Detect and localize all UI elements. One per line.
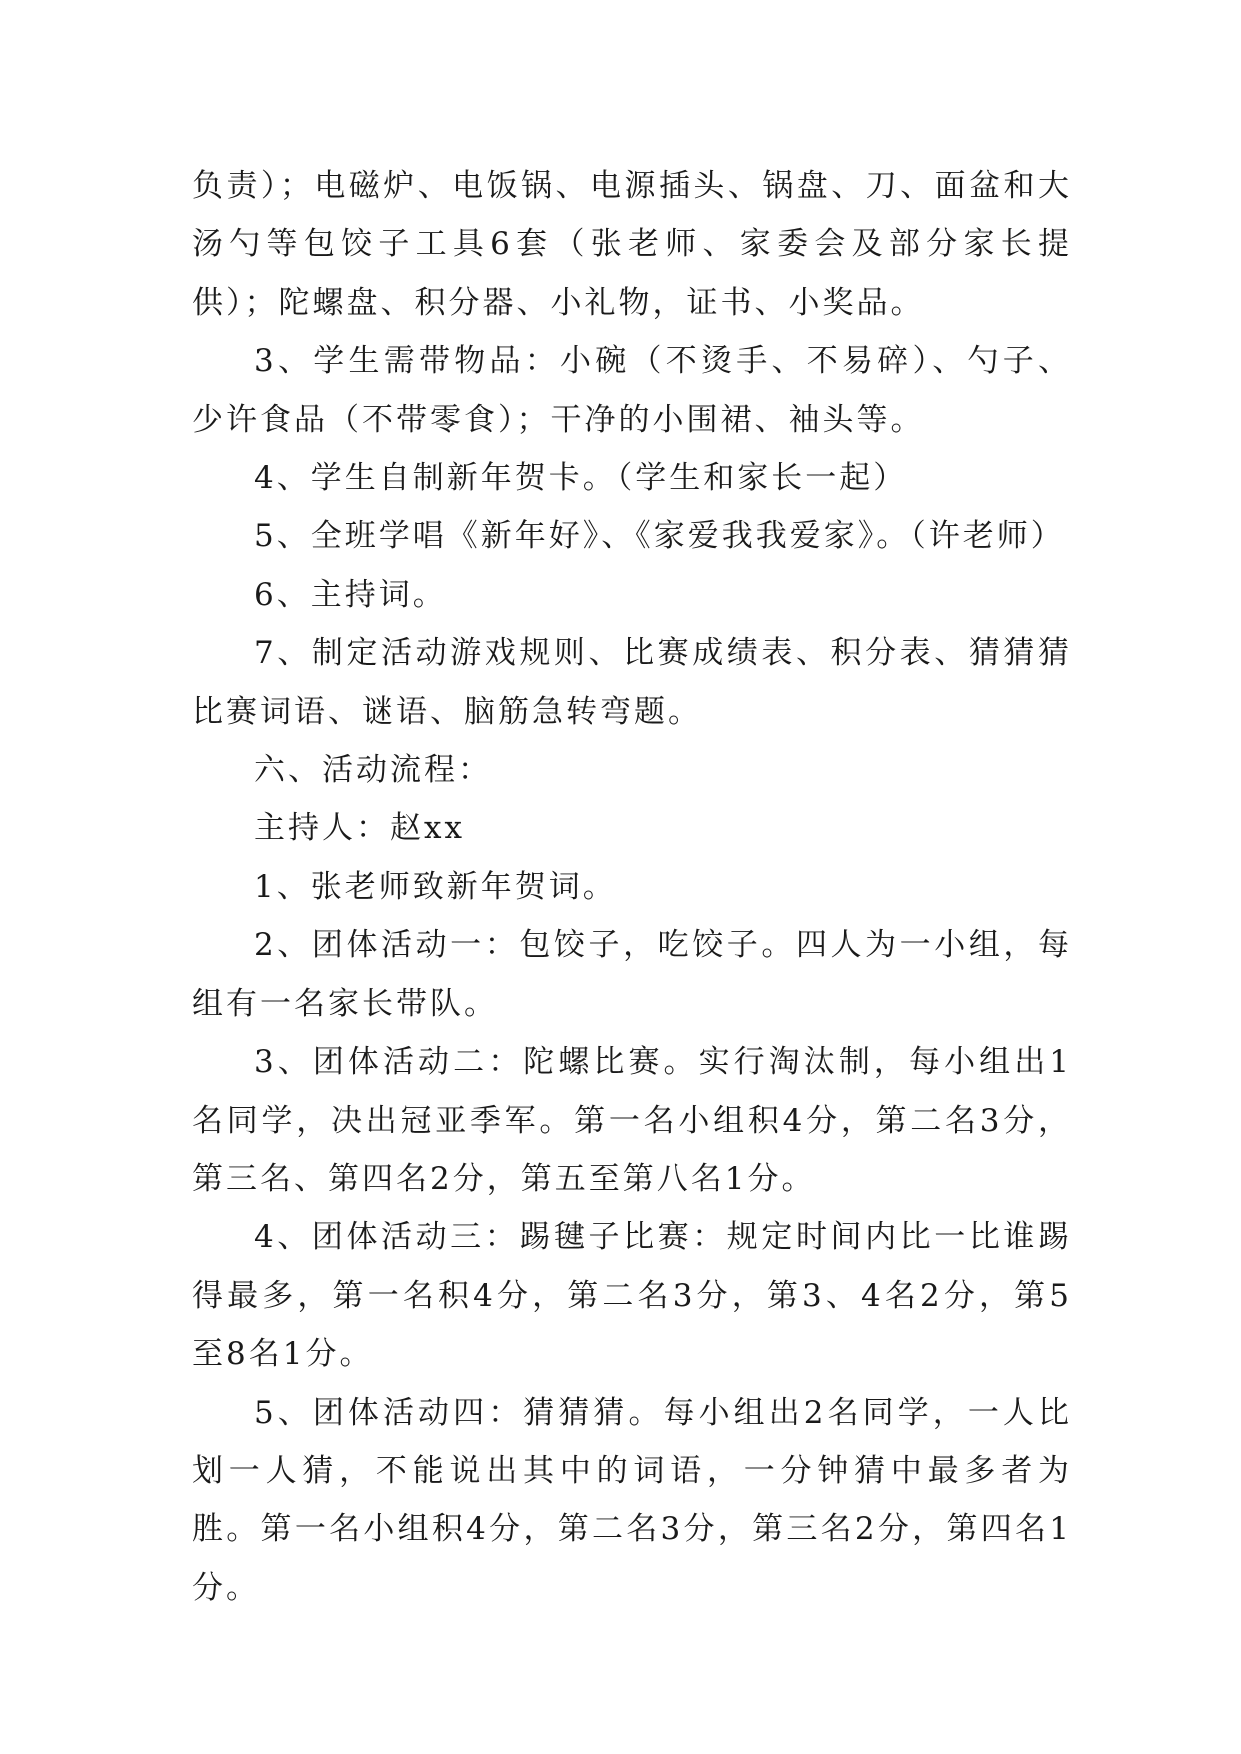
flow-item-4: 4、团体活动三：踢毽子比赛：规定时间内比一比谁踢得最多，第一名积4分，第二名3分，第3、4名2分，第5至8名1分。: [192, 1219, 1072, 1373]
paragraph-item-5: 5、全班学唱《新年好》、《家爱我我爱家》。（许老师）: [254, 518, 1065, 555]
section-heading: 六、活动流程：: [254, 752, 492, 789]
flow-item-2: 2、团体活动一：包饺子，吃饺子。四人为一小组，每组有一名家长带队。: [192, 927, 1072, 1022]
flow-item-3: 3、团体活动二：陀螺比赛。实行淘汰制，每小组出1名同学，决出冠亚季军。第一名小组积4分，第二名3分，第三名、第四名2分，第五至第八名1分。: [192, 1044, 1072, 1197]
flow-item-5: 5、团体活动四：猜猜猜。每小组出2名同学，一人比划一人猜，不能说出其中的词语，一分钟猜中最多者为胜。第一名小组积4分，第二名3分，第三名2分，第四名1分。: [192, 1394, 1072, 1606]
paragraph-item-4: 4、学生自制新年贺卡。（学生和家长一起）: [254, 460, 908, 497]
document-body: [192, 157, 1072, 1617]
host-line: 主持人：赵xx: [254, 810, 465, 847]
paragraph-continuation: 负责）；电磁炉、电饭锅、电源插头、锅盘、刀、面盆和大汤勺等包饺子工具6套（张老师、家委会及部分家长提供）；陀螺盘、积分器、小礼物，证书、小奖品。: [192, 168, 1072, 321]
paragraph-item-3: 3、学生需带物品：小碗（不烫手、不易碎）、勺子、少许食品（不带零食）；干净的小围裙、袖头等。: [192, 343, 1072, 438]
paragraph-item-6: 6、主持词。: [254, 576, 447, 613]
flow-item-1: 1、张老师致新年贺词。: [254, 868, 617, 905]
paragraph-item-7: 7、制定活动游戏规则、比赛成绩表、积分表、猜猜猜比赛词语、谜语、脑筋急转弯题。: [192, 635, 1072, 730]
